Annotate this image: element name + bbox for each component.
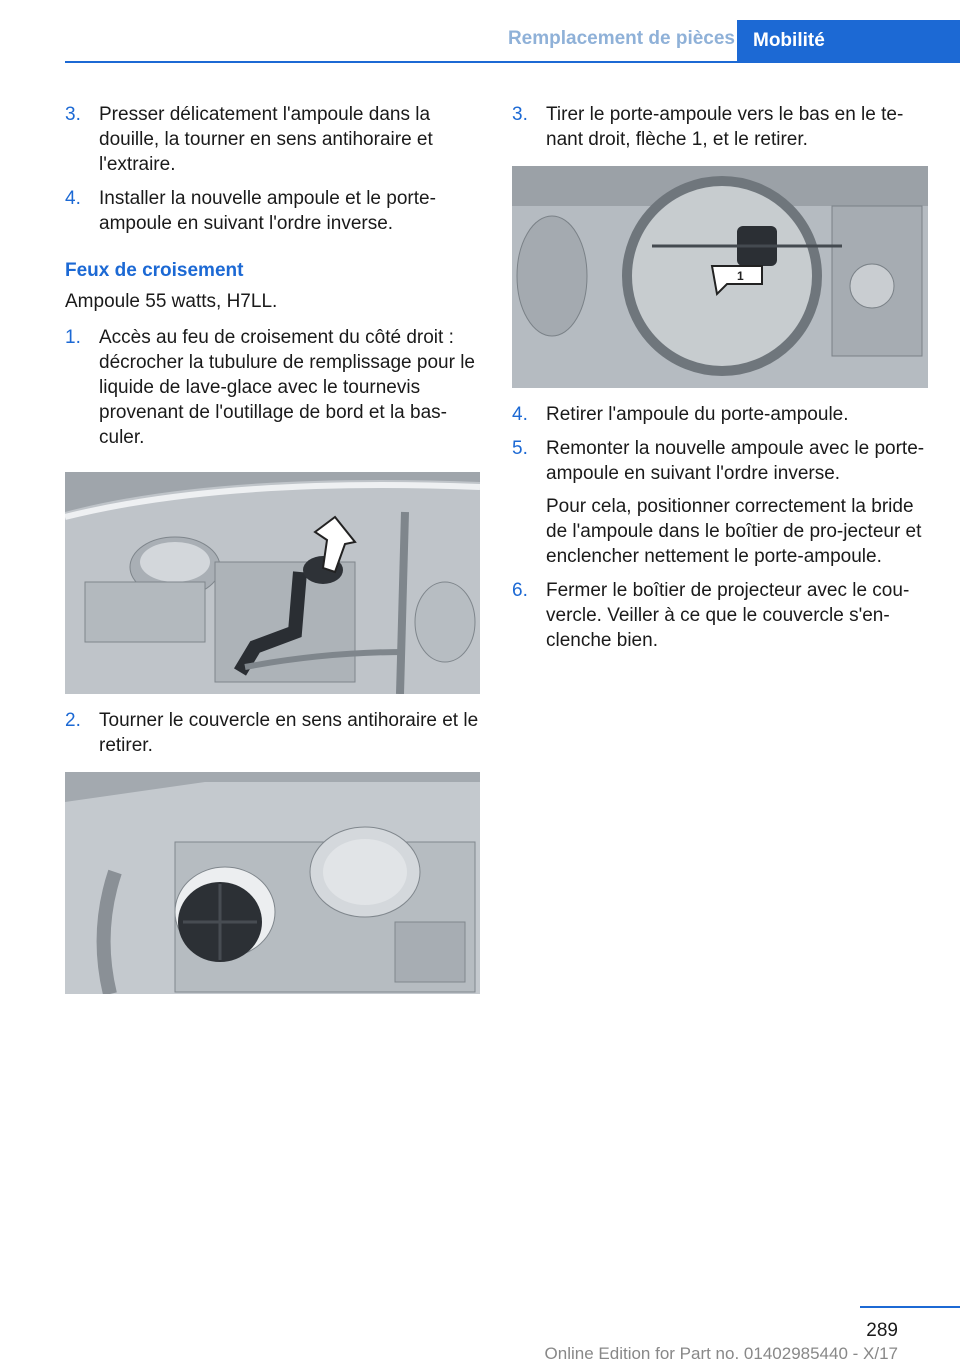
step-text: Installer la nouvelle ampoule et le porte-ampoule en suivant l'ordre inverse.	[99, 188, 436, 234]
photo-headlight-cover	[65, 772, 480, 994]
page-header	[0, 0, 960, 62]
footer-rule	[860, 1306, 960, 1308]
step-text: Remonter la nouvelle ampoule avec le porte-ampoule en suivant l'ordre inverse.	[546, 438, 925, 484]
step-text: Tourner le couvercle en sens antihoraire et le retirer.	[99, 710, 479, 756]
low-beam-heading: Feux de croisement	[65, 260, 244, 281]
chapter-tab: Mobilité	[737, 20, 960, 62]
step-1-access	[65, 325, 480, 450]
step-number: 4.	[65, 188, 81, 209]
step-number: 4.	[512, 404, 528, 425]
step-number: 1.	[65, 327, 81, 348]
left-column	[65, 102, 480, 1008]
header-rule	[65, 61, 960, 63]
page-footer	[0, 1300, 960, 1362]
step-number: 5.	[512, 438, 528, 459]
step-text: Retirer l'ampoule du porte-ampoule.	[546, 404, 849, 425]
step-6-close-cover	[512, 578, 928, 653]
step-4-install-bulb	[65, 186, 480, 236]
edition-note: Online Edition for Part no. 01402985440 - X/17	[544, 1344, 898, 1363]
step-4-remove-bulb	[512, 402, 928, 427]
step-3-pull-holder	[512, 102, 928, 152]
step-number: 3.	[65, 104, 81, 125]
page-number: 289	[866, 1320, 898, 1341]
headlight-cover-illustration	[65, 772, 480, 994]
step-number: 2.	[65, 710, 81, 731]
step-number: 3.	[512, 104, 528, 125]
step-text: Tirer le porte-ampoule vers le bas en le te-nant droit, flèche 1, et le retirer.	[546, 104, 904, 150]
bulb-spec: Ampoule 55 watts, H7LL.	[65, 291, 278, 312]
step-text: Fermer le boîtier de projecteur avec le cou-vercle. Veiller à ce que le couvercle s'en-clenche bien.	[546, 580, 910, 651]
photo-filler-neck	[65, 472, 480, 694]
engine-bay-illustration	[65, 472, 480, 694]
step-5-reassemble	[512, 436, 928, 569]
right-column	[512, 102, 928, 662]
arrow-label: 1	[737, 269, 744, 283]
step-text: Accès au feu de croisement du côté droit : décrocher la tubulure de remplissage pour le liquide de lave-glace avec le tournevis provenant de l'outillage de bord et la bas-culer.	[99, 327, 475, 448]
step-number: 6.	[512, 580, 528, 601]
step-note: Pour cela, positionner correctement la bride de l'ampoule dans le boîtier de pro-jecteur et enclencher nettement le porte-ampoule.	[546, 496, 922, 567]
step-3-remove-bulb	[65, 102, 480, 177]
photo-bulb-holder	[512, 166, 928, 388]
step-text: Presser délicatement l'ampoule dans la douille, la tourner en sens antihoraire et l'extraire.	[99, 104, 433, 175]
bulb-holder-illustration	[512, 166, 928, 388]
step-2-cover	[65, 708, 480, 758]
section-title: Remplacement de pièces	[507, 28, 735, 49]
